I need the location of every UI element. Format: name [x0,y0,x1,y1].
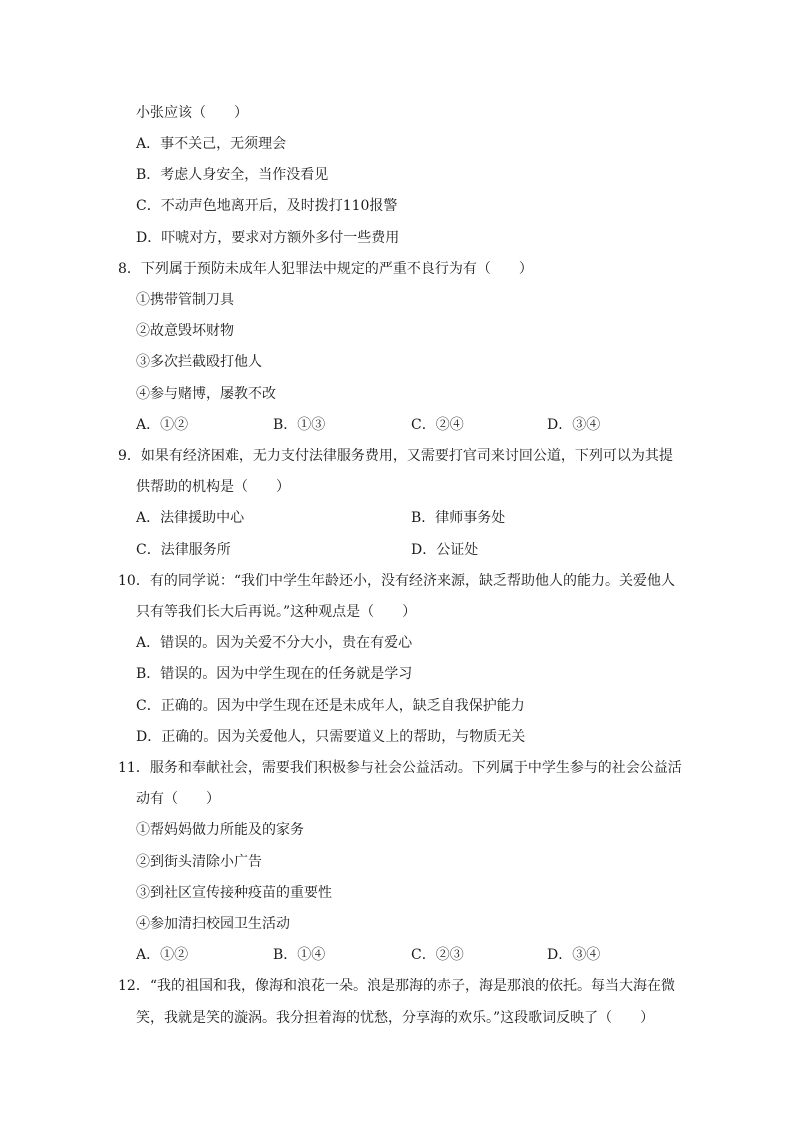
q10-stem-line-1: 10．有的同学说：“我们中学生年龄还小，没有经济来源，缺乏帮助他人的能力。关爱他人 [118,573,675,589]
q11-item-4: ④参加清扫校园卫生活动 [136,916,290,932]
q7-option-a: A．事不关己，无须理会 [136,136,287,152]
q8-option-a: A．①② [136,417,189,433]
q12-stem-line-2: 笑，我就是笑的漩涡。我分担着海的忧愁，分享海的欢乐。”这段歌词反映了（ ） [136,1010,655,1026]
q8-item-3: ③多次拦截殴打他人 [136,354,262,370]
q9-stem-line-2: 供帮助的机构是（ ） [136,479,290,495]
q11-item-1: ①帮妈妈做力所能及的家务 [136,822,304,838]
q8-item-4: ④参与赌博，屡教不改 [136,386,276,402]
q7-stem-tail: 小张应该（ ） [136,105,248,121]
q11-option-d: D．③④ [547,947,601,963]
q9-option-d: D．公证处 [411,542,479,558]
q10-option-b: B．错误的。因为中学生现在的任务就是学习 [136,666,413,682]
q8-option-d: D．③④ [547,417,601,433]
q9-option-b: B．律师事务处 [411,510,506,526]
q10-option-a: A．错误的。因为关爱不分大小，贵在有爱心 [136,635,413,651]
q11-option-a: A．①② [136,947,189,963]
q11-stem-line-2: 动有（ ） [136,791,220,807]
q11-stem-line-1: 11．服务和奉献社会，需要我们积极参与社会公益活动。下列属于中学生参与的社会公益活 [118,760,682,776]
q7-option-d: D．吓唬对方，要求对方额外多付一些费用 [136,230,400,246]
q7-option-c: C．不动声色地离开后，及时拨打110报警 [136,198,398,214]
q10-option-d: D．正确的。因为关爱他人，只需要道义上的帮助，与物质无关 [136,729,526,745]
q9-option-a: A．法律援助中心 [136,510,245,526]
q11-option-c: C．②③ [411,947,464,963]
q8-option-c: C．②④ [411,417,464,433]
q8-item-2: ②故意毁坏财物 [136,323,234,339]
q8-item-1: ①携带管制刀具 [136,292,234,308]
q10-stem-line-2: 只有等我们长大后再说。”这种观点是（ ） [136,604,417,620]
q12-stem-line-1: 12．“我的祖国和我，像海和浪花一朵。浪是那海的赤子，海是那浪的依托。每当大海在微 [118,978,675,994]
q8-stem: 8．下列属于预防未成年人犯罪法中规定的严重不良行为有（ ） [118,261,533,277]
q8-option-b: B．①③ [273,417,326,433]
q10-option-c: C．正确的。因为中学生现在还是未成年人，缺乏自我保护能力 [136,698,525,714]
q9-stem-line-1: 9．如果有经济困难，无力支付法律服务费用，又需要打官司来讨回公道，下列可以为其提 [118,448,673,464]
q11-option-b: B．①④ [273,947,326,963]
q11-item-3: ③到社区宣传接种疫苗的重要性 [136,885,332,901]
q7-option-b: B．考虑人身安全，当作没看见 [136,167,329,183]
q9-option-c: C．法律服务所 [136,542,231,558]
q11-item-2: ②到街头清除小广告 [136,854,262,870]
